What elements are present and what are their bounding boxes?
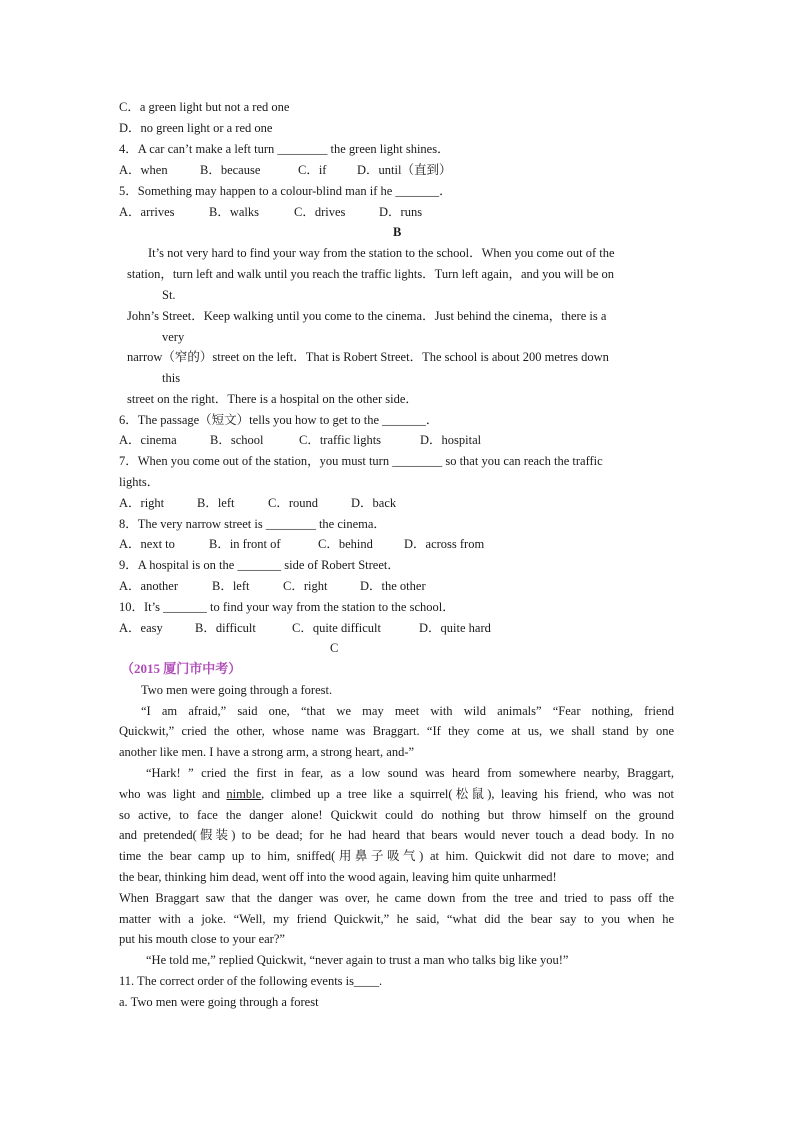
section-b-line: very [162,330,185,344]
passage-c-line: “He told me,” replied Quickwit, “never again to trust a man who talks big like you!” [146,953,569,967]
q6-option-c: C．traffic lights [299,433,382,447]
q6-stem: 6．The passage（短文）tells you how to get to the _______． [119,413,439,427]
q5-option-c: C．drives [294,205,346,219]
passage-c-line: put his mouth close to your ear?” [119,932,285,946]
passage-c-line: another like men. I have a strong arm, a strong heart, and-” [119,745,415,759]
passage-c-line: time the bear camp up to him, sniffed(用鼻子吸气) at him. Quickwit did not dare to move; and [119,849,674,863]
section-b-line: It’s not very hard to find your way from the station to the school．When you come out of the [148,246,615,260]
q8-option-d: D．across from [404,537,485,551]
q8-option-a: A．next to [119,537,175,551]
section-b-line: station，turn left and walk until you reach the traffic lights．Turn left again，and you will be on [127,267,615,281]
passage-c-line: and pretended(假装) to be dead; for he had heard that bears would never touch a dead body. In no [119,828,674,842]
q10-stem: 10．It’s _______ to find your way from the station to the school． [119,600,455,614]
q9-option-d: D．the other [360,579,426,593]
section-b-line: narrow（窄的）street on the left．That is Robert Street．The school is about 200 metres down [127,350,609,364]
passage-c-line: the bear, thinking him dead, went off into the wood again, leaving him quite unharmed! [119,870,557,884]
q3-option-d: D．no green light or a red one [119,121,273,135]
section-b-line: John’s Street．Keep walking until you come to the cinema．Just behind the cinema，there is a [127,309,607,323]
q6-option-d: D．hospital [420,433,482,447]
passage-c-paragraph-1: Two men were going through a forest. [141,683,333,697]
q10-option-b: B．difficult [195,621,256,635]
q11-event-a: a. Two men were going through a forest [119,995,319,1009]
passage-c-line [119,786,674,802]
q8-option-b: B．in front of [209,537,281,551]
q8-option-c: C．behind [318,537,373,551]
q4-option-c: C．if [298,163,327,177]
q9-option-c: C．right [283,579,328,593]
passage-c-line: so active, to face the danger alone! Quickwit could do nothing but throw himself on the ground [119,808,674,822]
q5-option-d: D．runs [379,205,423,219]
q5-option-b: B．walks [209,205,260,219]
q10-options [119,620,491,636]
passage-c-line: “Hark! ” cried the first in fear, as a low sound was heard from somewhere nearby, Braggart, [146,766,674,780]
q8-options [119,536,484,552]
underlined-word-nimble: nimble [226,787,262,801]
q3-option-c: C．a green light but not a red one [119,100,290,114]
q10-option-a: A．easy [119,621,163,635]
passage-c-line: matter with a joke. “Well, my friend Quickwit,” he said, “what did the bear say to you when he [119,912,674,926]
q7-option-c: C．round [268,496,319,510]
q10-option-d: D．quite hard [419,621,491,635]
passage-c-text: who was light and [119,787,227,801]
q7-option-d: D．back [351,496,397,510]
q7-stem-continued: lights． [119,475,160,489]
section-b-line: this [162,371,181,385]
section-b-line: street on the right．There is a hospital on the other side． [127,392,418,406]
q7-stem: 7．When you come out of the station，you must turn ________ so that you can reach the traffic [119,454,603,468]
q8-stem: 8．The very narrow street is ________ the cinema． [119,517,386,531]
q9-options [119,578,426,594]
q9-option-b: B．left [212,579,250,593]
q9-option-a: A．another [119,579,179,593]
q7-options [119,495,396,511]
section-b-line: St. [162,288,176,302]
q7-option-b: B．left [197,496,235,510]
q6-option-b: B．school [210,433,264,447]
passage-c-text: , climbed up a tree like a squirrel(松鼠), leaving his friend, who was not [261,787,674,801]
section-b-heading: B [393,225,402,239]
q10-option-c: C．quite difficult [292,621,381,635]
passage-c-line: When Braggart saw that the danger was over, he came down from the tree and tried to pass off the [119,891,674,905]
q6-options [119,432,481,448]
q9-stem: 9．A hospital is on the _______ side of Robert Street． [119,558,400,572]
passage-c-line: “I am afraid,” said one, “that we may meet with wild animals” “Fear nothing, friend [141,704,674,718]
q5-options [119,204,422,220]
q5-option-a: A．arrives [119,205,175,219]
q4-stem: 4．A car can’t make a left turn ________ the green light shines． [119,142,450,156]
section-c-heading: C [330,641,339,655]
q11-stem: 11. The correct order of the following events is____. [119,974,383,988]
q4-option-d: D．until（直到） [357,163,452,177]
q4-option-a: A．when [119,163,168,177]
section-c-source: （2015 厦门市中考） [121,661,242,676]
q4-options [119,162,451,178]
q4-option-b: B．because [200,163,261,177]
q6-option-a: A．cinema [119,433,177,447]
q5-stem: 5．Something may happen to a colour-blind man if he _______． [119,184,452,198]
passage-c-line: Quickwit,” cried the other, whose name was Braggart. “If they come at us, we shall stand by one [119,724,674,738]
q7-option-a: A．right [119,496,165,510]
